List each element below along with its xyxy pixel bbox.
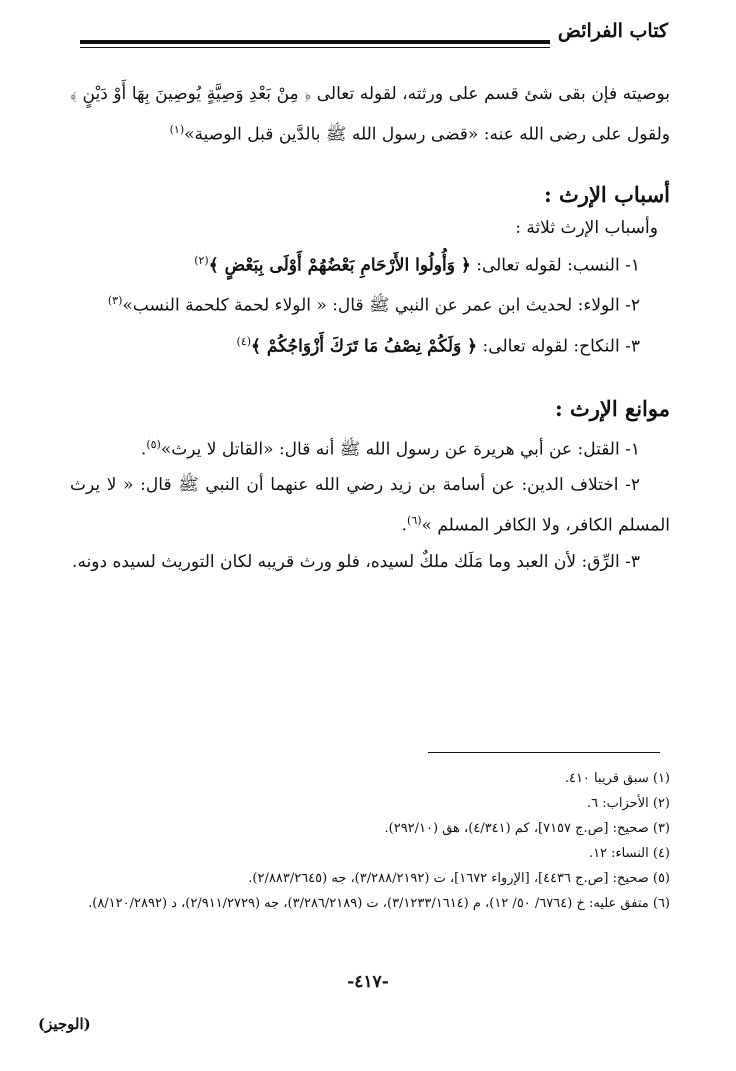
footnotes: [70, 766, 670, 916]
page-number: -٤١٧-: [347, 972, 389, 992]
footnote-ref-3: (٣): [107, 294, 123, 308]
footnote-6: (٦) متفق عليه: خ (٦٧٦٤/ ٥٠/ ١٢)، م (٣/١٢٣٣/١٦١٤)، ت (٣/٢٨٦/٢١٨٩)، جه (٢/٩١١/٢٧٢٩)، د (٨/١٢٠/٢٨٩٢).: [88, 896, 670, 911]
cause-1-label: ١- النسب: لقوله تعالى:: [476, 255, 640, 276]
footnote-1: (١) سبق قريبا ٤١٠.: [564, 771, 670, 786]
header-rule: [80, 40, 550, 44]
causes-intro: وأسباب الإرث ثلاثة :: [515, 217, 658, 238]
page-header: [80, 16, 668, 52]
footnote-3: (٣) صحيح: [ص.ج ٧١٥٧]، كم (٤/٣٤١)، هق (٢٩٢/١٠).: [384, 821, 670, 836]
impediment-2-tail: .: [401, 515, 408, 536]
main-text: [70, 76, 670, 580]
cause-1-verse: ﴿ وَأُولُوا الأَرْحَامِ بَعْضُهُمْ أَوْلَى بِبَعْضٍ ﴾: [208, 255, 471, 276]
footnote-2: (٢) الأحزاب: ٦.: [587, 796, 670, 811]
footnote-5: (٥) صحيح: [ص.ج ٤٤٣٦]، [الإرواء ١٦٧٢]، ت (٣/٢٨٨/٢١٩٢)، جه (٢/٨٨٣/٢٦٤٥).: [248, 871, 670, 886]
footnote-separator: [428, 752, 660, 753]
footnote-ref-1: (١): [169, 123, 185, 136]
impediment-item-1: [70, 427, 670, 468]
impediment-3-text: ٣- الرِّق: لأن العبد وما مَلَك ملكٌ لسيده، فلو ورث قريبه لكان التوريث لسيده دونه.: [72, 551, 640, 572]
causes-heading: أسباب الإرث :: [543, 181, 670, 207]
header-title: كتاب الفرائض: [557, 20, 668, 42]
footnote-4: (٤) النساء: ١٢.: [588, 846, 670, 861]
intro-text: بوصيته فإن بقى شئ قسم على ورثته، لقوله تعالى ﴿ مِنْ بَعْدِ وَصِيَّةٍ يُوصِينَ بِهَا أَوْ دَيْنٍ ﴾ ولقول على رضى الله عنه: «قضى رسول الله ﷺ بالدَّين قبل الوصية»: [70, 84, 670, 145]
intro-paragraph: [70, 76, 670, 153]
book-short-title: (الوجيز): [38, 1015, 91, 1033]
cause-item-2: [70, 283, 670, 324]
impediment-item-2: [70, 467, 670, 544]
impediment-1-tail: .: [140, 439, 147, 460]
cause-3-label: ٣- النكاح: لقوله تعالى:: [482, 336, 640, 357]
footnote-ref-5: (٥): [146, 437, 161, 451]
impediments-heading: موانع الإرث :: [554, 395, 670, 421]
impediment-item-3: [70, 544, 670, 580]
footnote-ref-6: (٦): [407, 514, 422, 528]
footnote-ref-2: (٢): [194, 253, 209, 267]
impediment-1-text: ١- القتل: عن أبي هريرة عن رسول الله ﷺ أنه قال: «القاتل لا يرث»: [160, 439, 640, 460]
footnote-ref-4: (٤): [236, 334, 252, 348]
impediment-2-text: ٢- اختلاف الدين: عن أسامة بن زيد رضي الله عنهما أن النبي ﷺ قال: « لا يرث المسلم الكافر، ولا الكافر المسلم »: [70, 475, 670, 536]
cause-2-text: ٢- الولاء: لحديث ابن عمر عن النبي ﷺ قال: « الولاء لحمة كلحمة النسب»: [122, 295, 640, 316]
cause-item-1: [70, 243, 670, 284]
header-rule-thin: [80, 47, 550, 48]
cause-item-3: [70, 324, 670, 365]
cause-3-verse: ﴿ وَلَكُمْ نِصْفُ مَا تَرَكَ أَزْوَاجُكُمْ ﴾: [251, 336, 478, 357]
